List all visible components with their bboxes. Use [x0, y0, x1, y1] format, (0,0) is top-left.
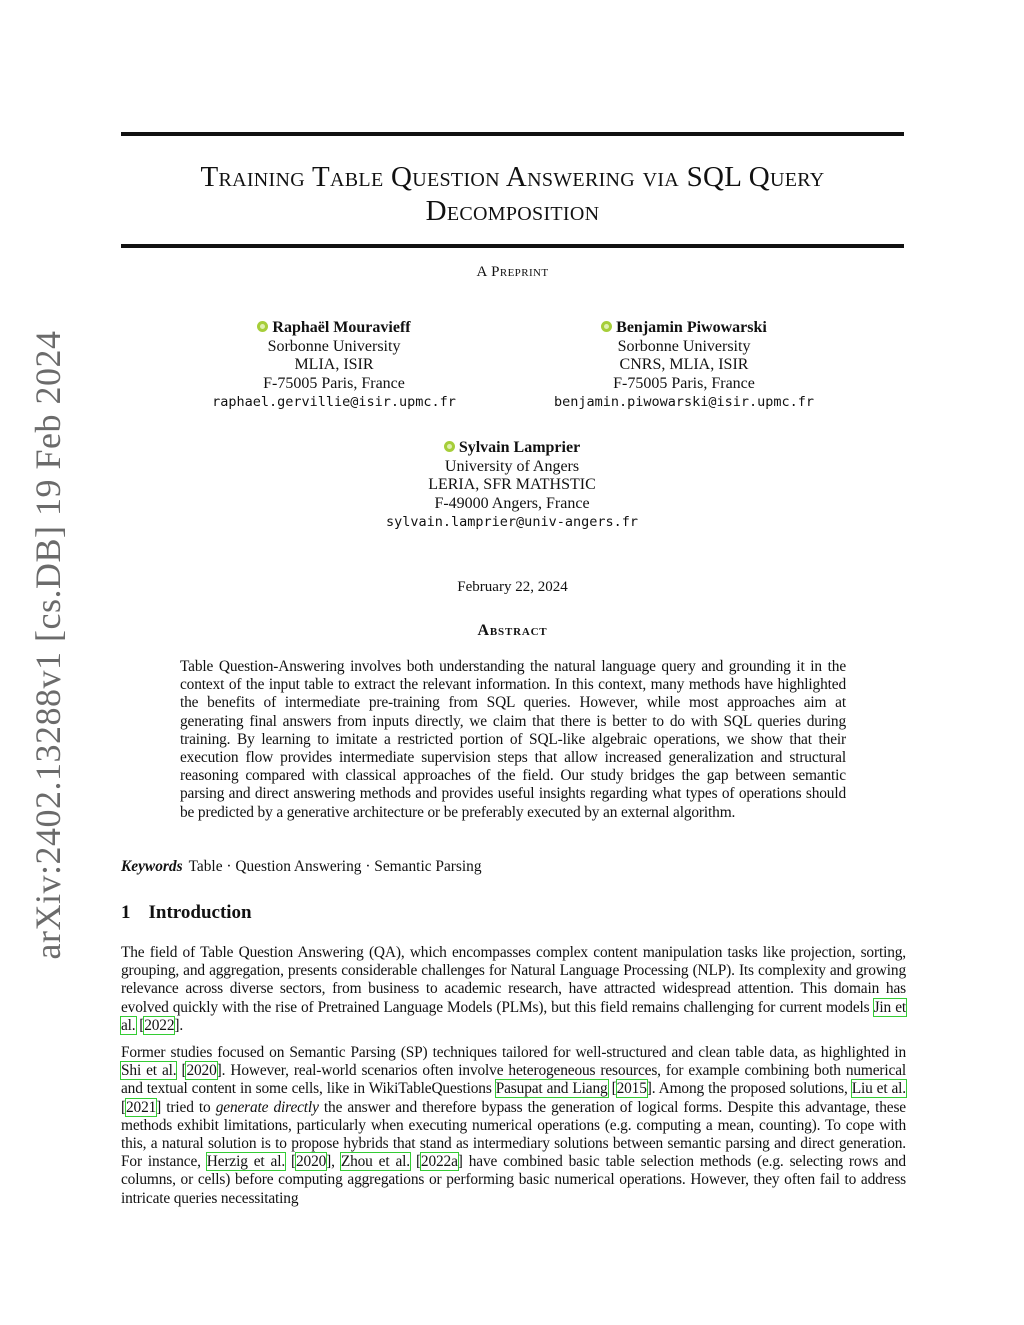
orcid-icon[interactable]: [601, 321, 612, 332]
citation-link[interactable]: Liu et al.: [851, 1080, 906, 1098]
keywords-label: Keywords: [121, 858, 183, 875]
citation-link[interactable]: Shi et al.: [121, 1062, 177, 1080]
title-bottom-rule: [121, 244, 904, 248]
keywords-list: Table · Question Answering · Semantic Parsing: [188, 858, 482, 875]
citation-year-link[interactable]: 2021: [125, 1098, 157, 1116]
section-title: Introduction: [148, 902, 252, 923]
section-number: 1: [121, 902, 131, 923]
abstract-heading: Abstract: [477, 622, 548, 639]
author-name: Raphaël Mouravieff: [184, 319, 484, 338]
intro-paragraph-1: The field of Table Question Answering (QA), which encompasses complex content manipulation tasks like projection, sorting, grouping, and aggregation, presents considerable challenges for Natural Language Processing (NLP). Its complexity and growing relevance across diverse sectors, from business to academic research, have attracted widespread attention. This domain has evolved quickly with the rise of Pretrained Language Models (PLMs), but this field remains challenging for current models Jin et al. [2022].: [121, 944, 907, 1034]
author-email[interactable]: raphael.gervillie@isir.upmc.fr: [212, 394, 456, 410]
author-affiliation: F-75005 Paris, France: [263, 374, 405, 392]
paper-title-line-1: Training Table Question Answering via SQL Query: [200, 161, 825, 193]
intro-paragraph-2: Former studies focused on Semantic Parsing (SP) techniques tailored for well-structured and clean table data, as highlighted in Shi et al. [2020]. However, real-world scenarios often involve heterogeneous resources, for example combining both numerical and textual content in some cells, like in WikiTableQuestions Pasupat and Liang [2015]. Among the proposed solutions, Liu et al. [2021] tried to generate directly the answer and therefore bypass the generation of logical forms. Despite this advantage, these methods exhibit limitations, particularly when executing numerical operations (e.g. computing a mean, counting). To cope with this, a natural solution is to propose hybrids that stand as intermediary solutions between semantic parsing and direct generation. For instance, Herzig et al. [2020], Zhou et al. [2022a] have combined basic table selection methods (e.g. selecting rows and columns, or cells) before computing aggregations or performing basic numerical operations. However, they often fail to address intricate queries necessitating: [121, 1044, 906, 1207]
orcid-icon[interactable]: [444, 441, 455, 452]
section-heading: [121, 902, 252, 924]
author-block-3: [362, 439, 662, 532]
author-affiliation: Sorbonne University: [617, 337, 751, 355]
citation-year-link[interactable]: 2022a: [420, 1153, 458, 1171]
author-block-2: [534, 319, 834, 412]
preprint-label: A Preprint: [476, 264, 549, 280]
author-block-1: [184, 319, 484, 412]
citation-link[interactable]: Jin et al.: [121, 998, 907, 1034]
author-affiliation: Sorbonne University: [267, 337, 401, 355]
author-affiliation: CNRS, MLIA, ISIR: [619, 356, 749, 373]
author-email[interactable]: benjamin.piwowarski@isir.upmc.fr: [553, 394, 815, 410]
author-name: Sylvain Lamprier: [362, 439, 662, 458]
emphasis: generate directly: [215, 1098, 319, 1116]
author-affiliation: University of Angers: [444, 457, 580, 475]
citation-year-link[interactable]: 2020: [295, 1153, 327, 1171]
citation-year-link[interactable]: 2020: [186, 1062, 217, 1080]
citation-link[interactable]: Zhou et al.: [340, 1153, 410, 1171]
citation-year-link[interactable]: 2022: [144, 1016, 175, 1034]
publication-date: February 22, 2024: [457, 579, 568, 595]
abstract-text: Table Question-Answering involves both understanding the natural language query and grounding it in the context of the input table to extract the relevant information. In this context, many methods have highlighted the benefits of intermediate pre-training from SQL queries. However, while most approaches aim at generating final answers from inputs directly, we claim that there is better to do with SQL queries during training. By learning to imitate a restricted portion of SQL-like algebraic operations, we show that their execution flow provides intermediate supervision steps that allow increased generalization and structural reasoning compared with classical approaches of the field. Our study bridges the gap between semantic parsing and direct answering methods and provides useful insights regarding what types of operations should be predicted by a generative architecture or be preferably executed by an external algorithm.: [180, 658, 846, 821]
author-affiliation: LERIA, SFR MATHSTIC: [428, 476, 596, 493]
author-affiliation: MLIA, ISIR: [294, 356, 374, 373]
author-affiliation: F-75005 Paris, France: [613, 374, 755, 392]
citation-link[interactable]: Pasupat and Liang: [495, 1080, 608, 1098]
citation-link[interactable]: Herzig et al.: [206, 1153, 286, 1171]
author-affiliation: F-49000 Angers, France: [434, 494, 590, 512]
orcid-icon[interactable]: [257, 321, 268, 332]
keywords-line: [121, 858, 904, 876]
citation-year-link[interactable]: 2015: [616, 1080, 647, 1098]
arxiv-identifier-stamp: arXiv:2402.13288v1 [cs.DB] 19 Feb 2024: [28, 330, 68, 960]
paper-title-line-2: Decomposition: [425, 195, 600, 227]
author-name: Benjamin Piwowarski: [534, 319, 834, 338]
title-top-rule: [121, 132, 904, 136]
author-email[interactable]: sylvain.lamprier@univ-angers.fr: [386, 514, 638, 530]
paper-title: [121, 160, 904, 228]
